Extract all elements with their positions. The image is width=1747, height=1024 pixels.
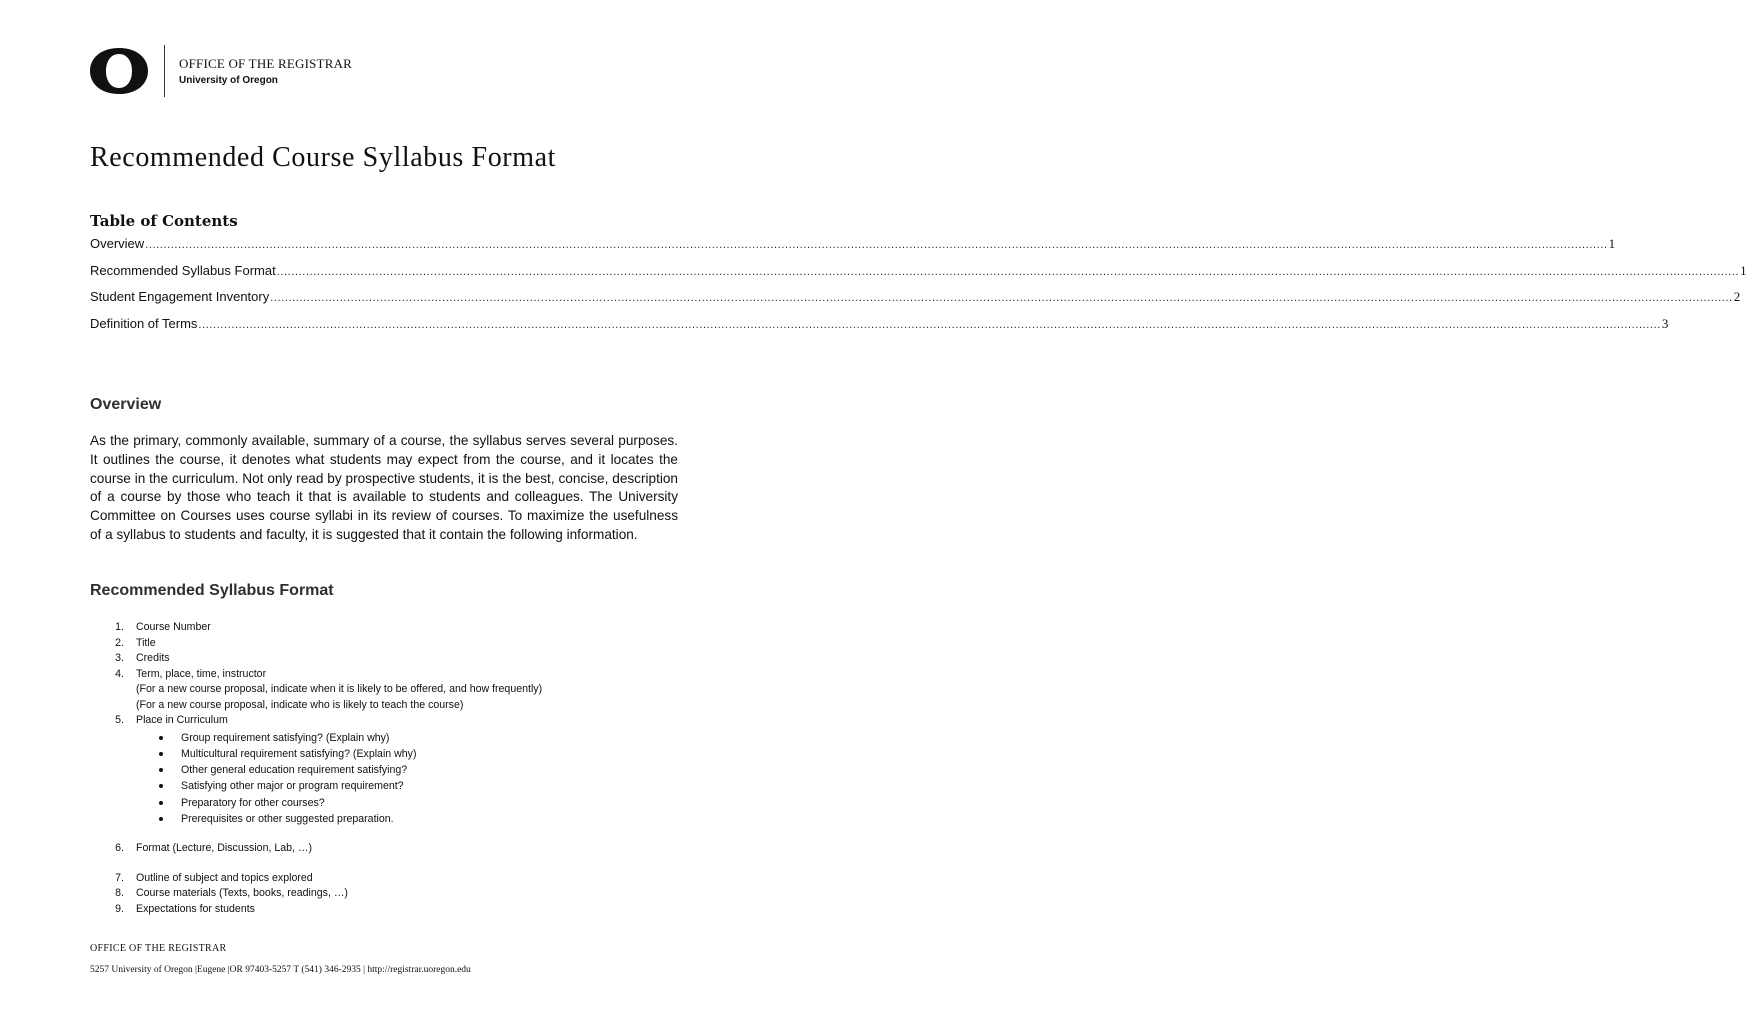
list-spacer (100, 827, 660, 841)
footer-address: 5257 University of Oregon |Eugene |OR 97403-5257 T (541) 346-2935 | http://registrar.uoregon.edu (90, 965, 471, 975)
list-number: 8. (115, 887, 124, 900)
list-item-text: Course materials (Texts, books, readings, …) (136, 887, 348, 900)
syllabus-list-item (100, 886, 660, 902)
list-number: 2. (115, 636, 124, 649)
bullet-item (136, 795, 660, 811)
list-spacer (100, 857, 660, 871)
letterhead-text (179, 56, 352, 86)
list-item-note: (For a new course proposal, indicate when it is likely to be offered, and how frequently) (136, 683, 543, 695)
toc-item-label: Recommended Syllabus Format (90, 262, 276, 278)
list-item-text: Term, place, time, instructor (136, 667, 267, 680)
syllabus-list-item (100, 651, 660, 667)
syllabus-list-item (100, 841, 660, 857)
syllabus-format-heading: Recommended Syllabus Format (90, 582, 334, 599)
toc-heading: Table of Contents (90, 212, 238, 230)
bullet-text: Other general education requirement satisfying? (181, 764, 408, 777)
university-of-oregon-o-logo-icon (90, 48, 148, 94)
toc-page-number: 1 (1740, 262, 1747, 278)
syllabus-list-item (100, 620, 660, 636)
bullet-item (136, 778, 660, 794)
toc-item[interactable] (90, 262, 1747, 290)
bullet-icon (159, 784, 163, 788)
bullet-text: Prerequisites or other suggested preparation. (181, 812, 394, 825)
list-number: 6. (115, 842, 124, 855)
list-number: 3. (115, 652, 124, 664)
toc-page-number: 3 (1661, 315, 1669, 331)
document-title: Recommended Course Syllabus Format (90, 142, 557, 173)
toc-page-number: 2 (1733, 289, 1741, 304)
toc-dot-leader: ................................................................................................................................................................................................................................................................................................................................................................................................................ (270, 292, 1733, 304)
letterhead (90, 44, 352, 98)
bullet-item (136, 811, 660, 827)
bullet-text: Multicultural requirement satisfying? (Explain why) (181, 747, 417, 760)
list-item-text: Course Number (136, 621, 211, 633)
list-number: 4. (115, 667, 124, 680)
curriculum-bullet-list (136, 730, 660, 828)
bullet-icon (159, 768, 163, 772)
bullet-text: Group requirement satisfying? (Explain why) (181, 731, 390, 744)
list-number: 1. (115, 621, 124, 633)
overview-heading: Overview (90, 396, 162, 413)
list-item-text: Place in Curriculum (136, 714, 228, 726)
toc-item-label: Student Engagement Inventory (90, 289, 270, 304)
syllabus-format-list (100, 620, 660, 917)
toc-dot-leader: ................................................................................................................................................................................................................................................................................................................................................................................................................ (276, 265, 1740, 278)
toc-item[interactable] (90, 289, 1741, 316)
university-name: University of Oregon (179, 75, 278, 86)
footer-office-name: OFFICE OF THE REGISTRAR (90, 943, 227, 954)
syllabus-list-item (100, 636, 660, 652)
bullet-item (136, 730, 660, 746)
list-number: 7. (115, 871, 124, 884)
bullet-icon (159, 752, 163, 756)
list-item-text: Title (136, 636, 156, 649)
list-item-text: Credits (136, 652, 170, 664)
list-number: 5. (115, 714, 124, 726)
bullet-text: Satisfying other major or program requirement? (181, 780, 404, 793)
office-name: OFFICE OF THE REGISTRAR (179, 56, 353, 71)
overview-paragraph: As the primary, commonly available, summary of a course, the syllabus serves several purposes. It outlines the course, it denotes what students may expect from the course, and it locates the course in the curriculum. Not only read by prospective students, it is the best, concise, description of a course by those who teach it that is available to students and colleagues. The University Committee on Courses uses course syllabi in its review of courses. To maximize the usefulness of a syllabus to students and faculty, it is suggested that it contain the following information. (90, 433, 678, 542)
table-of-contents (90, 236, 1747, 342)
list-item-note: (For a new course proposal, indicate who is likely to teach the course) (136, 698, 464, 711)
list-item-text: Expectations for students (136, 902, 255, 915)
bullet-item (136, 746, 660, 762)
toc-item-label: Definition of Terms (90, 315, 198, 331)
syllabus-list-item (100, 713, 660, 827)
toc-page-number: 1 (1608, 236, 1616, 251)
syllabus-list-item (100, 871, 660, 887)
bullet-icon (159, 736, 163, 740)
list-item-text: Format (Lecture, Discussion, Lab, …) (136, 842, 313, 855)
header-divider (164, 45, 165, 97)
syllabus-list-item (100, 902, 660, 918)
bullet-item (136, 762, 660, 778)
toc-item[interactable] (90, 315, 1669, 343)
syllabus-list-item (100, 667, 660, 714)
bullet-icon (159, 817, 163, 821)
bullet-text: Preparatory for other courses? (181, 796, 325, 809)
toc-dot-leader: ................................................................................................................................................................................................................................................................................................................................................................................................................ (198, 318, 1661, 331)
list-item-text: Outline of subject and topics explored (136, 871, 313, 884)
toc-item-label: Overview (90, 236, 145, 251)
bullet-icon (159, 801, 163, 805)
toc-dot-leader: ................................................................................................................................................................................................................................................................................................................................................................................................................ (145, 239, 1608, 251)
toc-item[interactable] (90, 236, 1616, 263)
list-number: 9. (115, 902, 124, 915)
